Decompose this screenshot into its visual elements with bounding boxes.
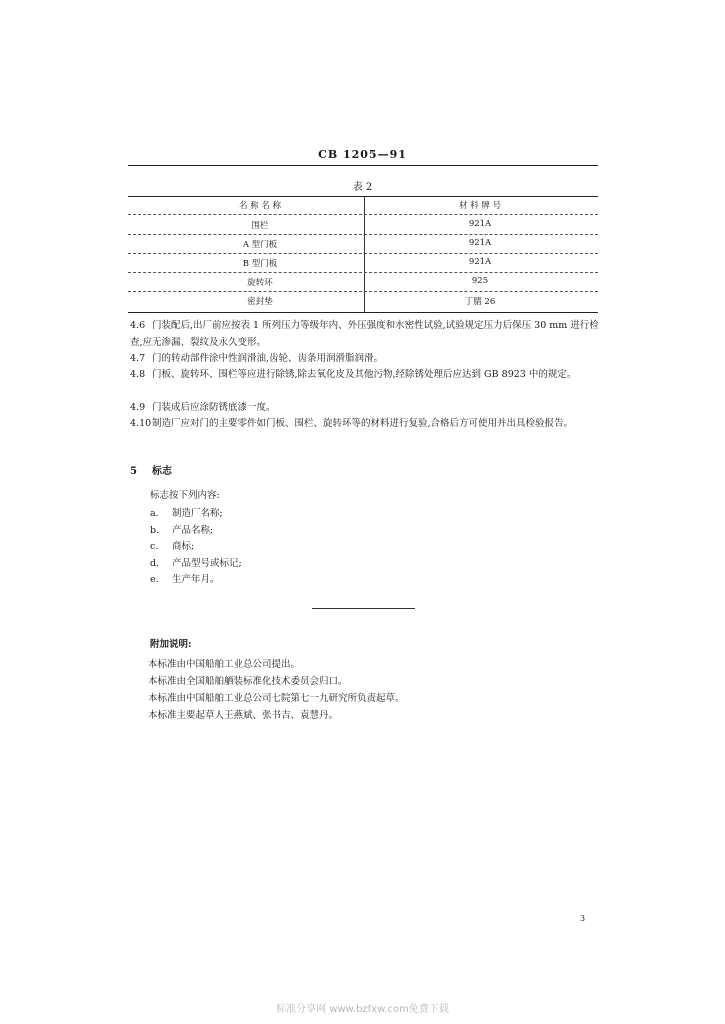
clause-4-6 — [130, 318, 600, 351]
table-bottom-rule — [128, 312, 598, 313]
list-marker: c. — [150, 541, 159, 552]
page-number: 3 — [580, 914, 586, 923]
list-item — [150, 571, 220, 585]
note-line: 本标准由中国船舶工业总公司提出。 — [148, 659, 301, 670]
table-header-rule — [128, 214, 598, 215]
table-cell-name: B 型门板 — [242, 259, 278, 269]
notes-title: 附加说明: — [150, 639, 192, 650]
list-text: 产品型号或标记; — [172, 558, 242, 569]
header-rule — [128, 165, 598, 166]
table-title: 表 2 — [352, 182, 373, 193]
list-text: 制造厂名称; — [172, 508, 223, 519]
table-cell-name: 旋转环 — [247, 278, 273, 288]
table-cell-material: 921A — [468, 219, 492, 229]
table-header-material: 材 料 牌 号 — [458, 201, 502, 211]
note-line: 本标准由全国船舶舾装标准化技术委员会归口。 — [148, 676, 348, 687]
list-marker: d. — [150, 558, 160, 569]
list-item — [150, 505, 223, 519]
table-cell-material: 921A — [468, 257, 492, 267]
notes-separator — [312, 608, 415, 609]
table-cell-name: A 型门板 — [242, 240, 278, 250]
section-number: 5 — [130, 466, 137, 477]
clause-4-9 — [130, 400, 600, 417]
clause-number: 4.6 — [130, 320, 146, 331]
table-top-rule — [128, 196, 598, 197]
standard-code-header: CB 1205—91 — [318, 148, 407, 161]
list-marker: e. — [150, 574, 159, 585]
section-title: 标志 — [152, 466, 172, 477]
clause-4-8 — [130, 367, 600, 384]
table-header-name: 名 称 名 称 — [238, 201, 282, 211]
list-marker: b. — [150, 525, 160, 536]
list-item — [150, 555, 242, 569]
section-5-heading — [130, 462, 172, 477]
list-text: 生产年月。 — [172, 574, 220, 585]
clause-number: 4.8 — [130, 369, 146, 380]
clause-4-7 — [130, 351, 600, 368]
table-row-rule — [128, 253, 598, 254]
list-text: 商标; — [172, 541, 195, 552]
table-cell-name: 密封垫 — [247, 297, 273, 307]
table-row-rule — [128, 291, 598, 292]
list-text: 产品名称; — [172, 525, 214, 536]
list-item — [150, 522, 213, 536]
watermark: 标准分享网 www.bzfxw.com免费下载 — [276, 1004, 449, 1015]
list-item — [150, 538, 194, 552]
clause-number: 4.7 — [130, 353, 146, 364]
note-line: 本标准主要起草人王燕斌、张书吉、袁慧丹。 — [148, 710, 339, 721]
table-cell-material: 921A — [468, 238, 492, 248]
table-cell-name: 围栏 — [251, 221, 269, 231]
table-row-rule — [128, 234, 598, 235]
clause-text: 门装配后,出厂前应按表 1 所列压力等级年内、外压强度和水密性试验,试验规定压力后保压 30 mm 进行检查,应无渗漏、裂纹及永久变形。 — [130, 320, 599, 348]
section-5-intro: 标志按下列内容: — [150, 490, 220, 501]
clause-number: 4.9 — [130, 402, 146, 413]
table-cell-material: 925 — [471, 276, 489, 286]
list-marker: a. — [150, 508, 159, 519]
clause-text: 门板、旋转环、围栏等应进行除锈,除去氧化皮及其他污物,经除锈处理后应达到 GB 8923 中的规定。 — [152, 369, 577, 380]
clause-text: 制造厂应对门的主要零件如门板、围栏、旋转环等的材料进行复验,合格后方可使用并出具检验报告。 — [152, 418, 574, 429]
table-cell-material: 丁腈 26 — [464, 297, 496, 307]
clause-number: 4.10 — [130, 418, 152, 429]
note-line: 本标准由中国船舶工业总公司七院第七一九研究所负责起草。 — [148, 693, 405, 704]
clause-text: 门装成后应涂防锈底漆一度。 — [152, 402, 276, 413]
table-row-rule — [128, 272, 598, 273]
clause-4-10 — [130, 416, 600, 433]
clause-text: 门的转动部件涂中性润滑油,齿轮、齿条用润滑脂润滑。 — [152, 353, 384, 364]
